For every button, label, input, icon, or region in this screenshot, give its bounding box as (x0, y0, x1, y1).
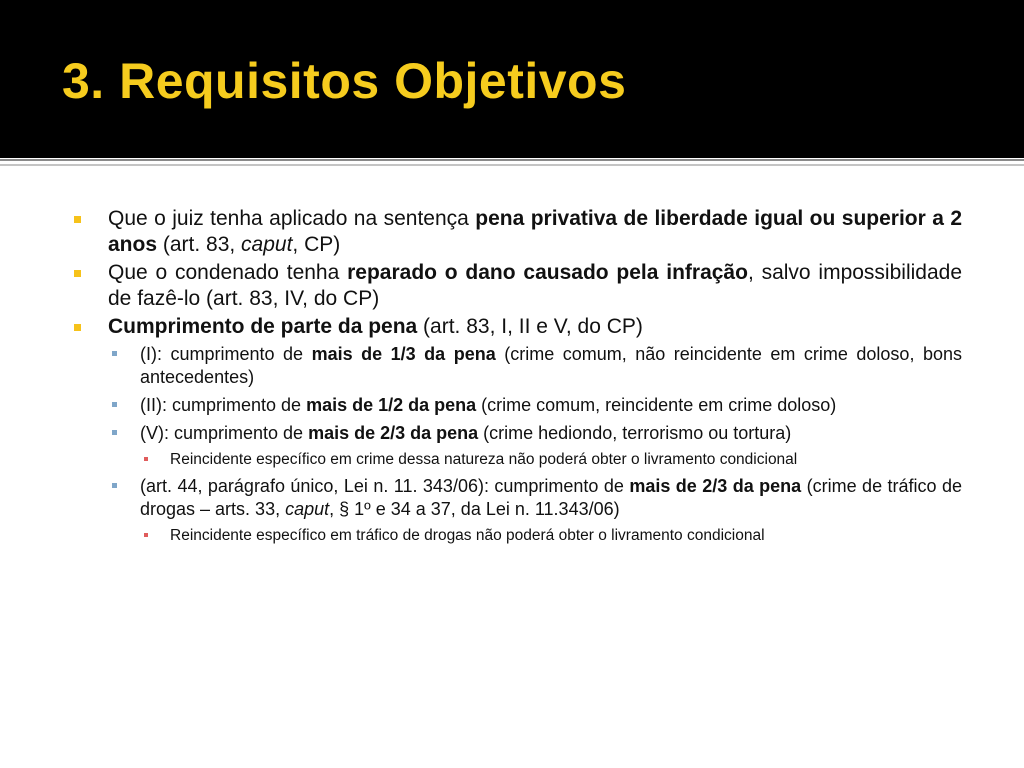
bullet-marker-icon (74, 216, 81, 223)
bullet-item-level-2 (72, 475, 962, 521)
bullet-text: (crime comum, reincidente em crime doloso) (476, 395, 837, 415)
bullet-text: (art. 83, (157, 233, 242, 256)
bullet-text-bold: Cumprimento de parte da pena (108, 315, 418, 338)
bullet-marker-icon (74, 270, 81, 277)
bullet-text: Que o juiz tenha aplicado na sentença (108, 207, 476, 230)
bullet-text-bold: mais de 2/3 da pena (629, 476, 802, 496)
bullet-text: (II): cumprimento de (140, 395, 307, 415)
bullet-text: (I): cumprimento de (140, 344, 312, 364)
bullet-marker-icon (112, 351, 117, 356)
bullet-text: (crime de tráfico de drogas – arts. 33, (140, 476, 963, 519)
bullet-marker-icon (74, 324, 81, 331)
bullet-item-level-2 (72, 343, 962, 389)
bullet-text: Que o condenado tenha (108, 261, 348, 284)
title-bar (0, 0, 1024, 158)
bullet-marker-icon (144, 533, 148, 537)
bullet-text-italic: caput (241, 233, 293, 256)
bullet-text: (art. 44, parágrafo único, Lei n. 11. 343/06): cumprimento de (140, 476, 630, 496)
bullet-text: (art. 83, I, II e V, do CP) (417, 315, 643, 338)
bullet-text-bold: mais de 1/2 da pena (306, 395, 477, 415)
bullet-item-level-3 (72, 450, 962, 470)
bullet-text: , CP) (292, 233, 341, 256)
bullet-text-bold: mais de 1/3 da pena (311, 344, 496, 364)
bullet-item-level-1 (72, 314, 962, 340)
bullet-item-level-1 (72, 206, 962, 258)
slide-body (72, 206, 962, 551)
bullet-text-bold: mais de 2/3 da pena (308, 423, 479, 443)
bullet-item-level-2 (72, 422, 962, 445)
bullet-text: (V): cumprimento de (140, 423, 309, 443)
bullet-text: (crime hediondo, terrorismo ou tortura) (478, 423, 792, 443)
bullet-text: , § 1º e 34 a 37, da Lei n. 11.343/06) (329, 499, 620, 519)
divider-line (0, 159, 1024, 161)
bullet-marker-icon (112, 483, 117, 488)
bullet-marker-icon (144, 457, 148, 461)
bullet-item-level-1 (72, 260, 962, 312)
bullet-item-level-3 (72, 526, 962, 546)
bullet-text: (crime comum, não reincidente em crime doloso, bons antecedentes) (140, 344, 962, 387)
bullet-text-bold: pena privativa de liberdade igual ou superior a 2 anos (108, 207, 962, 256)
bullet-text-italic: caput (285, 499, 330, 519)
bullet-item-level-2 (72, 394, 962, 417)
bullet-text: Reincidente específico em tráfico de drogas não poderá obter o livramento condicional (170, 527, 765, 544)
divider-line-secondary (0, 164, 1024, 166)
bullet-text: Reincidente específico em crime dessa natureza não poderá obter o livramento condicional (170, 451, 798, 468)
bullet-text: , salvo impossibilidade de fazê-lo (art. 83, IV, do CP) (108, 261, 962, 310)
bullet-marker-icon (112, 430, 117, 435)
bullet-text-bold: reparado o dano causado pela infração (347, 261, 748, 284)
slide-title: 3. Requisitos Objetivos (62, 53, 627, 109)
bullet-marker-icon (112, 402, 117, 407)
